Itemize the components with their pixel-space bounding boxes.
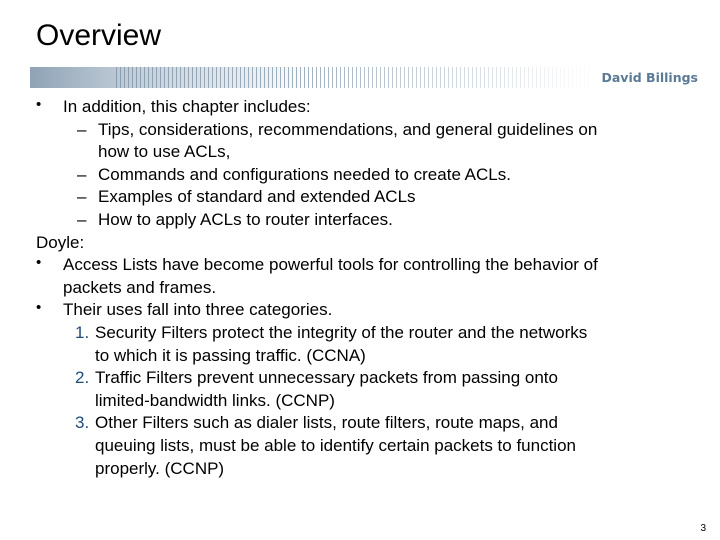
bullet-text: Access Lists have become powerful tools for controlling the behavior of (63, 255, 598, 275)
page-number: 3 (700, 523, 706, 534)
sub-item-text: Commands and configurations needed to create ACLs. (98, 164, 511, 184)
sub-item-text: how to use ACLs, (98, 142, 231, 162)
slide-body (36, 96, 706, 480)
sub-item (36, 186, 706, 209)
bullet-continuation (36, 277, 706, 300)
bullet-text: packets and frames. (63, 277, 217, 297)
dash-icon: – (77, 119, 87, 139)
numbered-item-text: queuing lists, must be able to identify certain packets to function (95, 435, 576, 455)
numbered-item-continuation (36, 458, 706, 481)
bullet-text: In addition, this chapter includes: (63, 97, 311, 116)
numbered-item-text: Other Filters such as dialer lists, route filters, route maps, and (95, 413, 558, 433)
bullet-icon: • (36, 254, 42, 272)
slide-title: Overview (36, 19, 162, 52)
numbered-item-text: to which it is passing traffic. (CCNA) (95, 345, 366, 365)
item-number: 1. (75, 322, 90, 342)
numbered-item-continuation (36, 390, 706, 413)
numbered-item-text: properly. (CCNP) (95, 458, 225, 478)
sub-item (36, 209, 706, 232)
sub-item-text: Tips, considerations, recommendations, and general guidelines on (98, 119, 598, 139)
banner-stripes (116, 67, 596, 88)
numbered-item-text: limited-bandwidth links. (CCNP) (95, 390, 335, 410)
sub-item (36, 164, 706, 187)
sub-item (36, 119, 706, 142)
dash-icon: – (77, 164, 87, 184)
item-number: 3. (75, 413, 90, 433)
doyle-label: Doyle: (36, 232, 85, 252)
numbered-item-text: Security Filters protect the integrity of the router and the networks (95, 322, 588, 342)
header-banner (30, 67, 712, 88)
numbered-item (36, 367, 706, 390)
numbered-item (36, 322, 706, 345)
numbered-item-text: Traffic Filters prevent unnecessary packets from passing onto (95, 368, 558, 388)
item-number: 2. (75, 368, 90, 388)
bullet-icon: • (36, 299, 42, 317)
bullet-item (36, 254, 706, 277)
numbered-item-continuation (36, 435, 706, 458)
numbered-item (36, 412, 706, 435)
sub-item-continuation (36, 141, 706, 164)
sub-item-text: How to apply ACLs to router interfaces. (98, 209, 393, 229)
bullet-item (36, 96, 706, 119)
numbered-item-continuation (36, 345, 706, 368)
dash-icon: – (77, 187, 87, 207)
bullet-icon: • (36, 96, 42, 113)
bullet-item (36, 299, 706, 322)
sub-item-text: Examples of standard and extended ACLs (98, 187, 416, 207)
dash-icon: – (77, 209, 87, 229)
bullet-text: Their uses fall into three categories. (63, 300, 333, 320)
author-name: David Billings (601, 70, 698, 85)
